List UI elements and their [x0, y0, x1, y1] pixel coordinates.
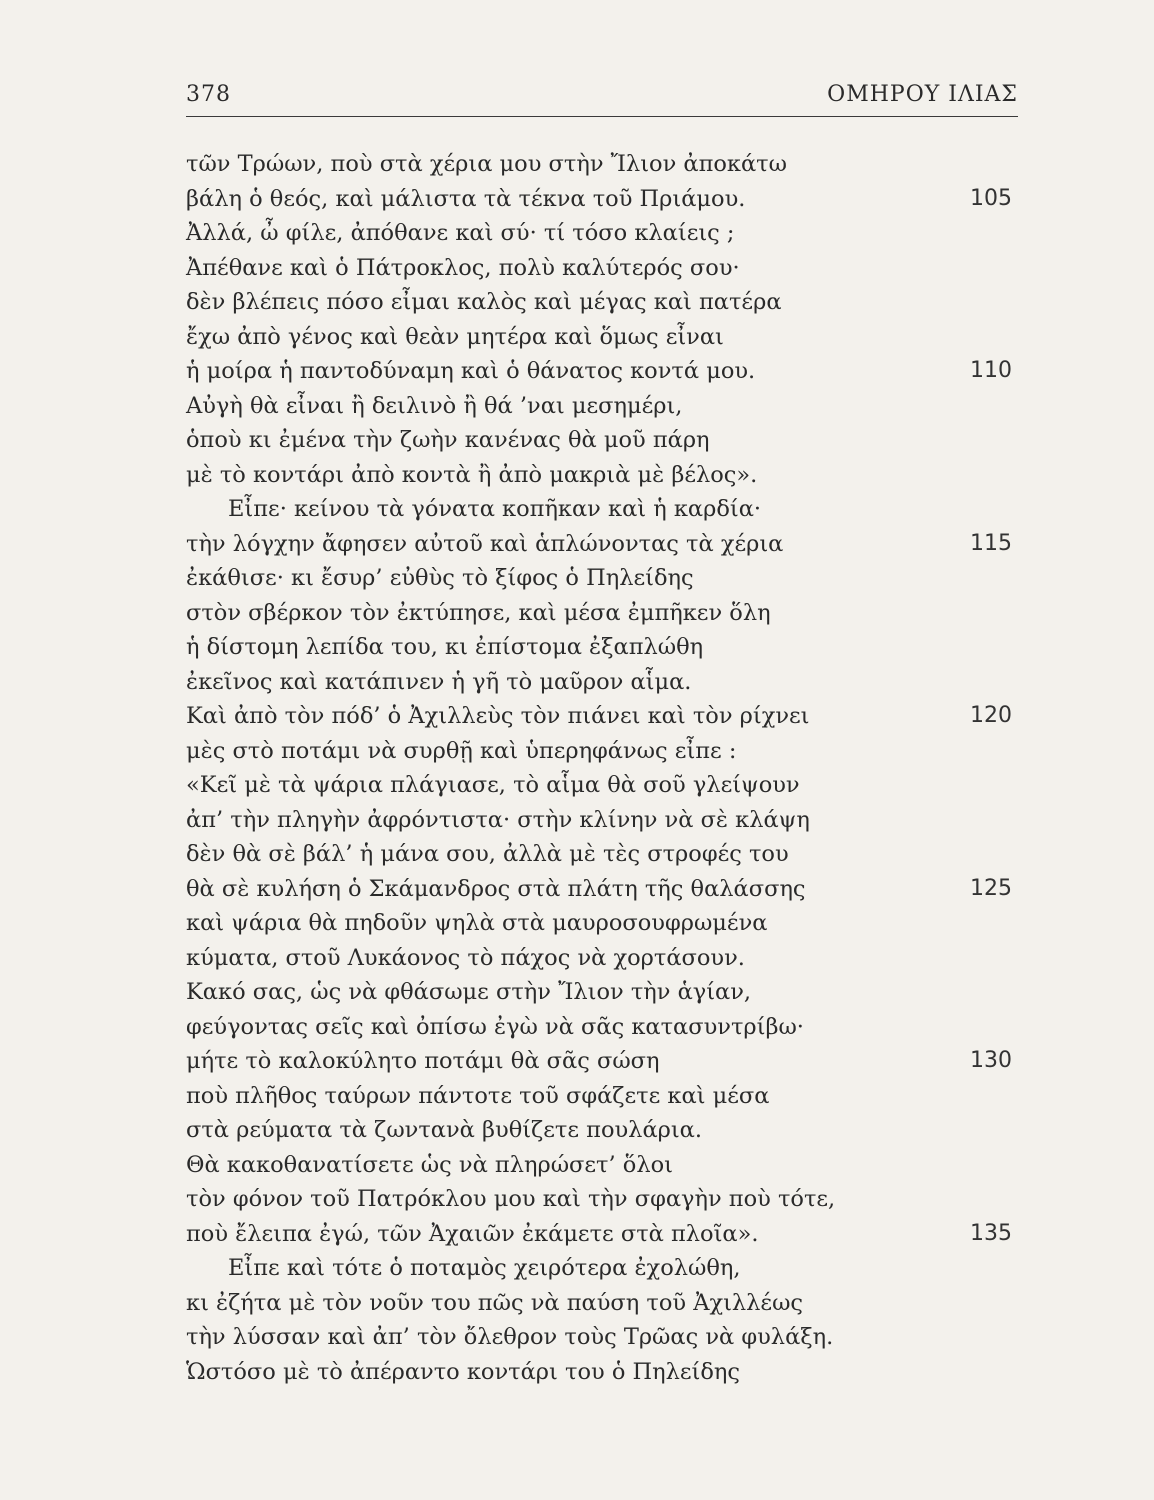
verse-text: ἐκεῖνος καὶ κατάπινεν ἡ γῆ τὸ μαῦρον αἷμα. [186, 668, 692, 695]
verse-line [186, 906, 1026, 941]
verse-line [186, 458, 1026, 493]
verse-line [186, 354, 1026, 389]
verse-line [186, 665, 1026, 700]
verse-text: στὰ ρεύματα τὰ ζωντανὰ βυθίζετε πουλάρια. [186, 1117, 703, 1143]
verse-text: δὲν βλέπεις πόσο εἶμαι καλὸς καὶ μέγας καὶ πατέρα [186, 289, 782, 315]
verse-line [186, 941, 1026, 976]
verse-text: δὲν θὰ σὲ βάλ’ ἡ μάνα σου, ἀλλὰ μὲ τὲς στροφές του [186, 841, 789, 867]
line-number: 105 [970, 185, 1012, 211]
verse-line [186, 872, 1026, 907]
verse-line [186, 699, 1026, 734]
verse-line [186, 285, 1026, 320]
verse-line [186, 1320, 1026, 1355]
verse-line [186, 768, 1026, 803]
verse-line [186, 1148, 1026, 1183]
running-title: ΟΜΗΡΟΥ ΙΛΙΑΣ [827, 82, 1018, 107]
verse-line [186, 734, 1026, 769]
verse-text: ἡ δίστομη λεπίδα του, κι ἐπίστομα ἐξαπλώθη [186, 634, 704, 660]
line-number: 135 [970, 1220, 1012, 1246]
verse-text: στὸν σβέρκον τὸν ἐκτύπησε, καὶ μέσα ἐμπῆκεν ὅλη [186, 599, 771, 626]
verse-text: ποὺ ἔλειπα ἐγώ, τῶν Ἀχαιῶν ἐκάμετε στὰ πλοῖα». [186, 1220, 759, 1247]
verse-text: ἔχω ἀπὸ γένος καὶ θεὰν μητέρα καὶ ὅμως εἶναι [186, 323, 724, 350]
verse-line [186, 975, 1026, 1010]
verse-text: κι ἐζήτα μὲ τὸν νοῦν του πῶς νὰ παύση τοῦ Ἀχιλλέως [186, 1289, 804, 1316]
line-number: 130 [970, 1048, 1012, 1073]
line-number: 115 [970, 530, 1012, 556]
verse-text: Εἶπε· κείνου τὰ γόνατα κοπῆκαν καὶ ἡ καρδία· [228, 496, 762, 522]
verse-text: ὁποὺ κι ἐμένα τὴν ζωὴν κανένας θὰ μοῦ πάρη [186, 427, 710, 453]
verse-text: θὰ σὲ κυλήση ὁ Σκάμανδρος στὰ πλάτη τῆς θαλάσσης [186, 875, 806, 902]
verse-text: μὲς στὸ ποτάμι νὰ συρθῇ καὶ ὑπερηφάνως εἶπε : [186, 737, 737, 764]
verse-line [186, 492, 1026, 527]
verse-line [186, 527, 1026, 562]
verse-line [186, 320, 1026, 355]
verse-text: τὴν λόγχην ἄφησεν αὐτοῦ καὶ ἁπλώνοντας τὰ χέρια [186, 530, 784, 557]
verse-text: ἡ μοίρα ἡ παντοδύναμη καὶ ὁ θάνατος κοντά μου. [186, 358, 756, 384]
verse-line [186, 561, 1026, 596]
verse-text: τῶν Τρώων, ποὺ στὰ χέρια μου στὴν Ἴλιον ἀποκάτω [186, 151, 787, 177]
verse-text: βάλη ὁ θεός, καὶ μάλιστα τὰ τέκνα τοῦ Πριάμου. [186, 185, 746, 212]
verse-text: ἐκάθισε· κι ἔσυρ’ εὐθὺς τὸ ξίφος ὁ Πηλείδης [186, 565, 694, 591]
verse-text: Ἀπέθανε καὶ ὁ Πάτροκλος, πολὺ καλύτερός σου· [186, 254, 740, 281]
verse-text: Αὐγὴ θὰ εἶναι ἢ δειλινὸ ἢ θά ’ναι μεσημέρι, [186, 392, 683, 419]
line-number: 110 [970, 358, 1012, 383]
verse-line [186, 1251, 1026, 1286]
verse-text: μήτε τὸ καλοκύλητο ποτάμι θὰ σᾶς σώση [186, 1048, 660, 1074]
verse-text: Ἀλλά, ὦ φίλε, ἀπόθανε καὶ σύ· τί τόσο κλαίεις ; [186, 220, 735, 246]
verse-text: ἀπ’ τὴν πληγὴν ἀφρόντιστα· στὴν κλίνην νὰ σὲ κλάψη [186, 806, 810, 833]
verse-line [186, 1079, 1026, 1114]
verse-line [186, 423, 1026, 458]
verse-text: τὴν λύσσαν καὶ ἀπ’ τὸν ὄλεθρον τοὺς Τρῶας νὰ φυλάξη. [186, 1324, 834, 1350]
verse-line [186, 182, 1026, 217]
page-header [186, 78, 1018, 114]
page-number: 378 [186, 82, 231, 107]
line-number: 125 [970, 875, 1012, 901]
verse-line [186, 1217, 1026, 1252]
verse-line [186, 147, 1026, 182]
verse-line [186, 251, 1026, 286]
verse-text: τὸν φόνον τοῦ Πατρόκλου μου καὶ τὴν σφαγὴν ποὺ τότε, [186, 1186, 836, 1212]
verse-line [186, 1355, 1026, 1390]
verse-line [186, 803, 1026, 838]
verse-line [186, 216, 1026, 251]
verse-line [186, 1286, 1026, 1321]
verse-line [186, 630, 1026, 665]
verse-text: καὶ ψάρια θὰ πηδοῦν ψηλὰ στὰ μαυροσουφρωμένα [186, 910, 768, 936]
verse-line [186, 1044, 1026, 1079]
verse-text: Θὰ κακοθανατίσετε ὡς νὰ πληρώσετ’ ὅλοι [186, 1151, 673, 1178]
verse-line [186, 1182, 1026, 1217]
verse-text: ποὺ πλῆθος ταύρων πάντοτε τοῦ σφάζετε καὶ μέσα [186, 1082, 770, 1109]
line-number: 120 [970, 703, 1012, 728]
verse-text: Κακό σας, ὡς νὰ φθάσωμε στὴν Ἴλιον τὴν ἁγίαν, [186, 979, 752, 1005]
verse-text: Καὶ ἀπὸ τὸν πόδ’ ὁ Ἀχιλλεὺς τὸν πιάνει καὶ τὸν ρίχνει [186, 703, 810, 729]
verse-line [186, 1010, 1026, 1045]
verse-line [186, 596, 1026, 631]
verse-text: μὲ τὸ κοντάρι ἀπὸ κοντὰ ἢ ἀπὸ μακριὰ μὲ βέλος». [186, 461, 758, 488]
verse-text: Εἶπε καὶ τότε ὁ ποταμὸς χειρότερα ἐχολώθη, [228, 1255, 741, 1281]
verse-text: κύματα, στοῦ Λυκάονος τὸ πάχος νὰ χορτάσουν. [186, 944, 745, 971]
verse-text: «Κεῖ μὲ τὰ ψάρια πλάγιασε, τὸ αἷμα θὰ σοῦ γλείψουν [186, 772, 800, 798]
verse-block [186, 147, 1026, 1389]
verse-text: Ὡστόσο μὲ τὸ ἀπέραντο κοντάρι του ὁ Πηλείδης [186, 1358, 740, 1385]
verse-line [186, 837, 1026, 872]
header-rule [186, 116, 1018, 117]
verse-text: φεύγοντας σεῖς καὶ ὀπίσω ἐγὼ νὰ σᾶς κατασυντρίβω· [186, 1013, 804, 1040]
verse-line [186, 389, 1026, 424]
verse-line [186, 1113, 1026, 1148]
